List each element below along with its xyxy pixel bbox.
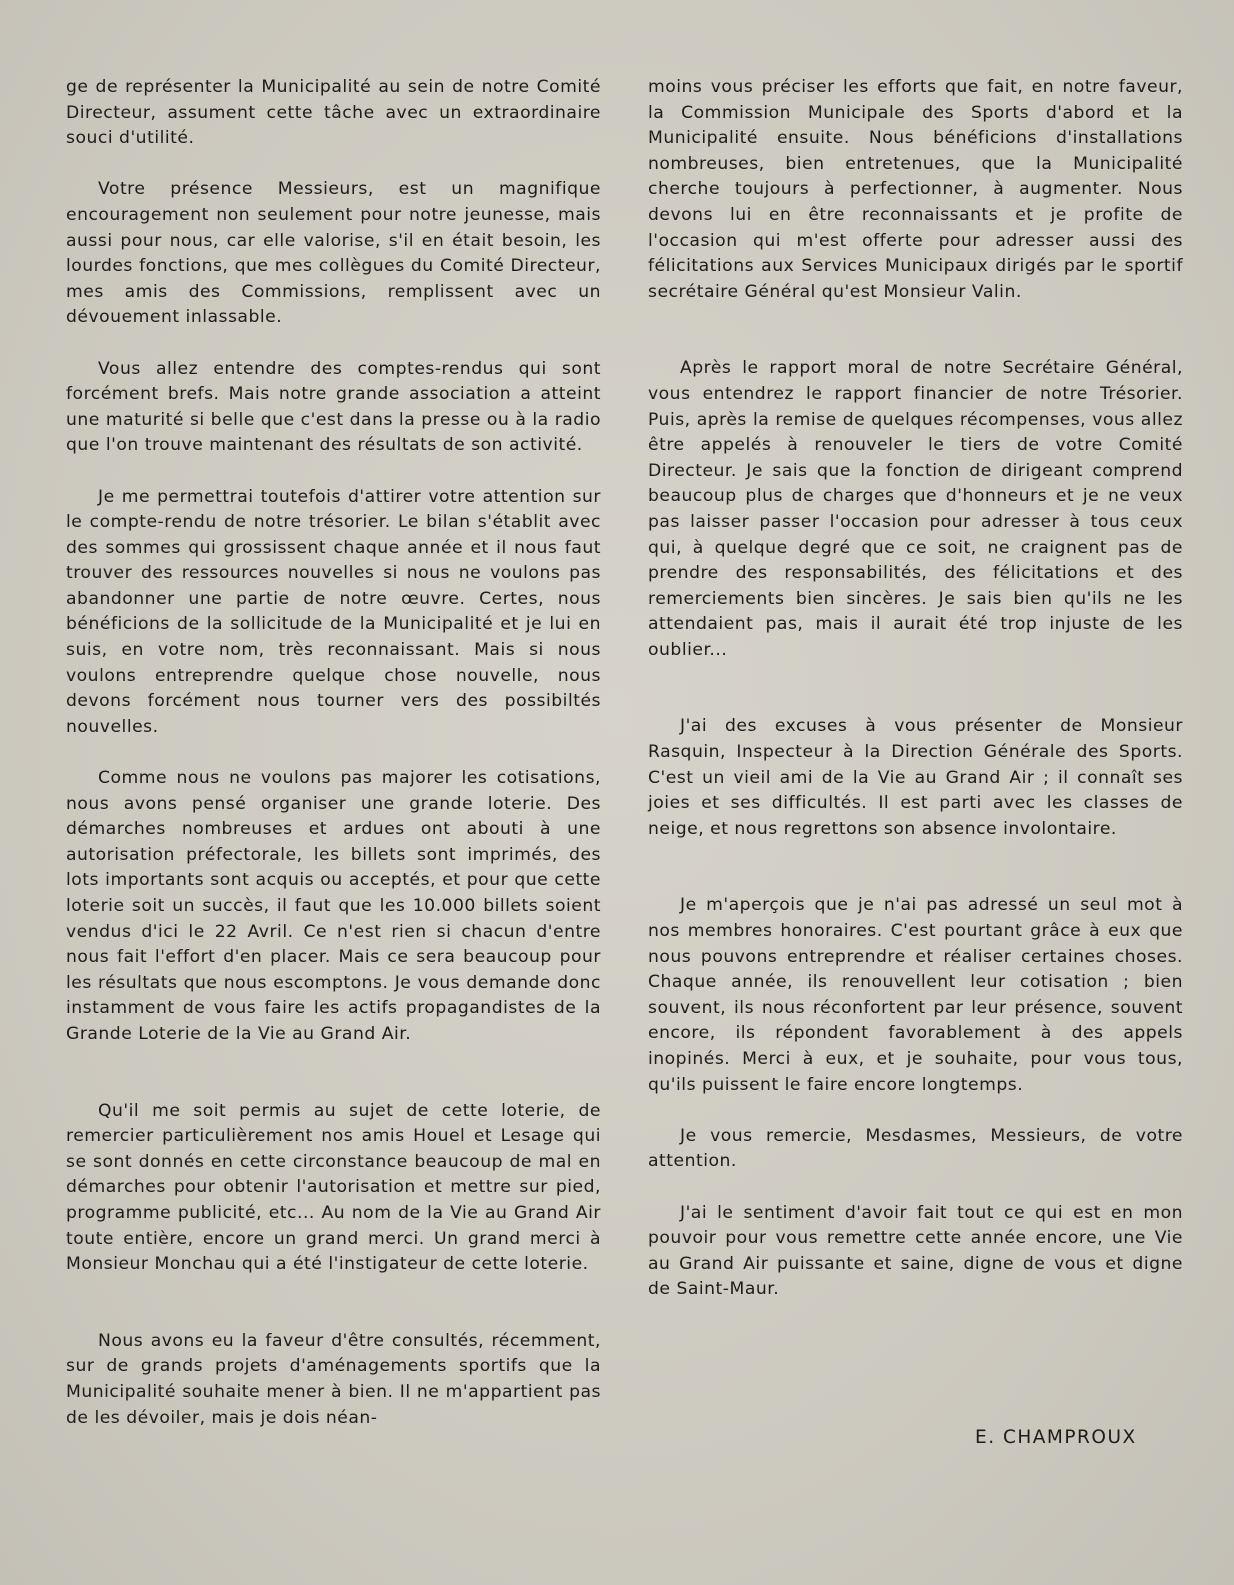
paragraph: Après le rapport moral de notre Secrétaire Général, vous entendrez le rapport financier de notre Trésorier. Puis, après la remise de quelques récompenses, vous allez être appelés à renouveler le tiers de votre Comité Directeur. Je sais que la fonction de dirigeant comprend beaucoup plus de charges que d'honneurs et je ne veux pas laisser passer l'occasion pour adresser à tous ceux qui, à quelque degré que ce soit, ne craignent pas de prendre des responsabilités, des félicitations et des remerciements bien sincères. Je sais bien qu'ils ne les attendaient pas, mais il aurait été trop injuste de les oublier...: [648, 358, 1183, 660]
paragraph: Nous avons eu la faveur d'être consultés, récemment, sur de grands projets d'aménagements sportifs que la Municipalité souhaite mener à bien. Il ne m'appartient pas de les dévoiler, mais je dois néan-: [66, 1330, 601, 1428]
paragraph: J'ai le sentiment d'avoir fait tout ce qui est en mon pouvoir pour vous remettre cette année encore, une Vie au Grand Air puissante et saine, digne de vous et digne de Saint-Maur.: [648, 1202, 1183, 1300]
right-column: [648, 75, 1183, 1329]
paragraph: Je vous remercie, Mesdasmes, Messieurs, de votre attention.: [648, 1125, 1183, 1172]
signature: E. CHAMPROUX: [975, 1427, 1137, 1448]
paragraph: Je me permettrai toutefois d'attirer votre attention sur le compte-rendu de notre trésorier. Le bilan s'établit avec des sommes qui grossissent chaque année et il nous faut trouver des ressources nouvelles si nous ne voulons pas abandonner une partie de notre œuvre. Certes, nous bénéficions de la sollicitude de la Municipalité et je lui en suis, en votre nom, très reconnaissant. Mais si nous voulons entreprendre quelque chose nouvelle, nous devons forcément nous tourner vers des possibiltés nouvelles.: [66, 486, 601, 737]
paragraph: Votre présence Messieurs, est un magnifique encouragement non seulement pour notre jeunesse, mais aussi pour nous, car elle valorise, s'il en était besoin, les lourdes fonctions, que mes collègues du Comité Directeur, mes amis des Commissions, remplissent avec un dévouement inlassable.: [66, 179, 601, 328]
paragraph: Comme nous ne voulons pas majorer les cotisations, nous avons pensé organiser une grande loterie. Des démarches nombreuses et ardues ont abouti à une autorisation préfectorale, les billets sont imprimés, des lots importants sont acquis ou acceptés, et pour que cette loterie soit un succès, il faut que les 10.000 billets soient vendus d'ici le 22 Avril. Ce n'est rien si chacun d'entre nous fait l'effort d'en placer. Mais ce sera beaucoup pour les résultats que nous escomptons. Je vous demande donc instamment de vous faire les actifs propagandistes de la Grande Loterie de la Vie au Grand Air.: [66, 768, 601, 1044]
paragraph: Je m'aperçois que je n'ai pas adressé un seul mot à nos membres honoraires. C'est pourtant grâce à eux que nous pouvons entreprendre et réaliser certaines choses. Chaque année, ils renouvellent leur cotisation ; bien souvent, ils nous réconfortent par leur présence, souvent encore, ils répondent favorablement à des appels inopinés. Merci à eux, et je souhaite, pour vous tous, qu'ils puissent le faire encore longtemps.: [648, 895, 1183, 1095]
paragraph: J'ai des excuses à vous présenter de Monsieur Rasquin, Inspecteur à la Direction Générale des Sports. C'est un vieil ami de la Vie au Grand Air ; il connaît ses joies et ses difficultés. Il est parti avec les classes de neige, et nous regrettons son absence involontaire.: [648, 716, 1183, 839]
paragraph: Qu'il me soit permis au sujet de cette loterie, de remercier particulièrement nos amis Houel et Lesage qui se sont donnés en cette circonstance beaucoup de mal en démarches pour obtenir l'autorisation et mettre sur pied, programme publicité, etc... Au nom de la Vie au Grand Air toute entière, encore un grand merci. Un grand merci à Monsieur Monchau qui a été l'instigateur de cette loterie.: [66, 1100, 601, 1275]
paragraph: moins vous préciser les efforts que fait, en notre faveur, la Commission Municipale des Sports d'abord et la Municipalité ensuite. Nous bénéficions d'installations nombreuses, bien entretenues, que la Municipalité cherche toujours à perfectionner, à augmenter. Nous devons lui en être reconnaissants et je profite de l'occasion qui m'est offerte pour adresser aussi des félicitations aux Services Municipaux dirigés par le sportif secrétaire Général qu'est Monsieur Valin.: [648, 77, 1183, 302]
paragraph: ge de représenter la Municipalité au sein de notre Comité Directeur, assument cette tâche avec un extraordinaire souci d'utilité.: [66, 77, 601, 149]
left-column: [66, 75, 601, 1457]
paragraph: Vous allez entendre des comptes-rendus qui sont forcément brefs. Mais notre grande association a atteint une maturité si belle que c'est dans la presse ou à la radio que l'on trouve maintenant des résultats de son activité.: [66, 358, 601, 456]
